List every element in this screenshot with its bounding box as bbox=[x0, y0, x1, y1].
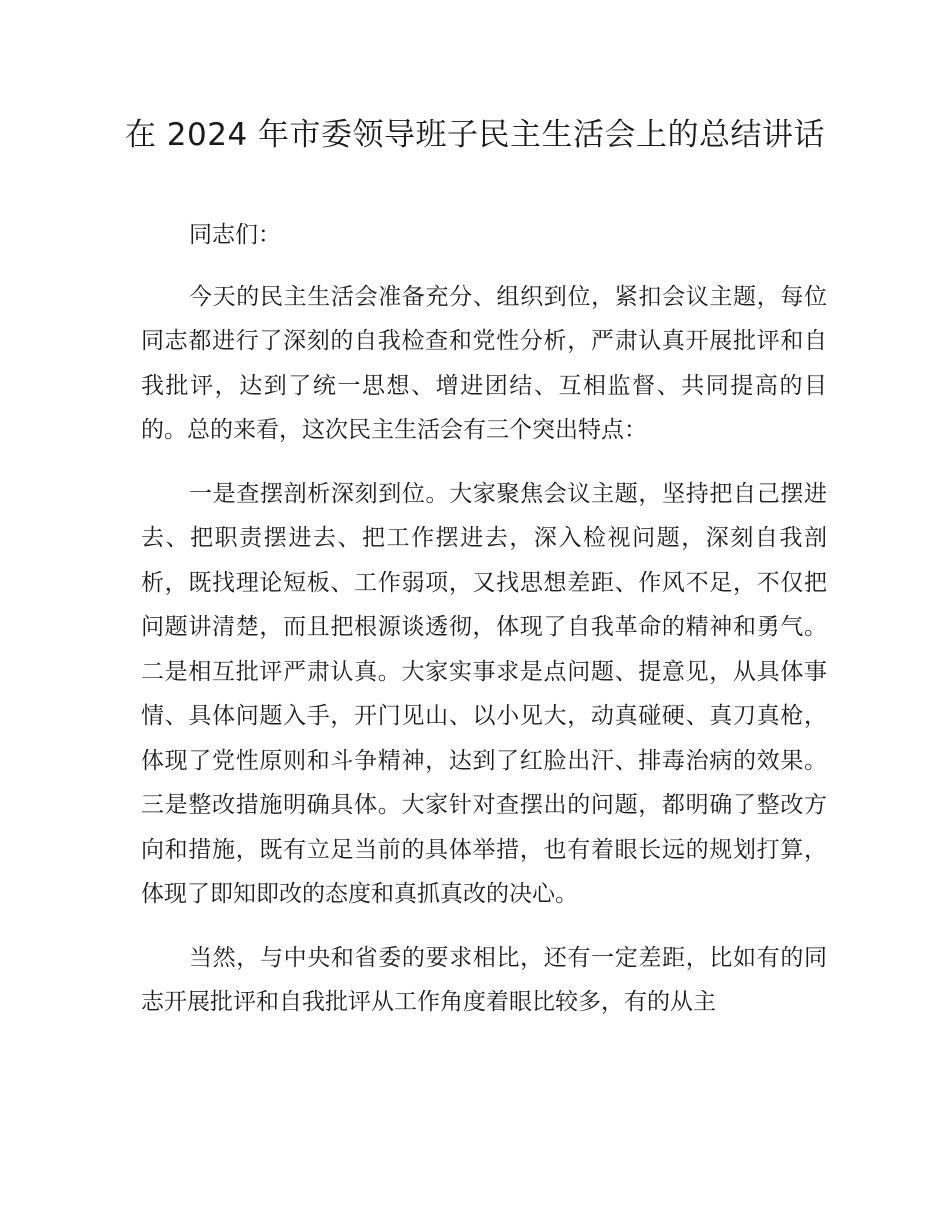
paragraph-shortcomings: 当然，与中央和省委的要求相比，还有一定差距，比如有的同志开展批评和自我批评从工作角度着眼比较多，有的从主 bbox=[141, 944, 827, 1015]
paragraph-opening: 今天的民主生活会准备充分、组织到位，紧扣会议主题，每位同志都进行了深刻的自我检查和党性分析，严肃认真开展批评和自我批评，达到了统一思想、增进团结、互相监督、共同提高的目的。总的来看，这次民主生活会有三个突出特点： bbox=[141, 283, 827, 443]
paragraph-features: 一是查摆剖析深刻到位。大家聚焦会议主题，坚持把自己摆进去、把职责摆进去、把工作摆进去，深入检视问题，深刻自我剖析，既找理论短板、工作弱项，又找思想差距、作风不足，不仅把问题讲清楚，而且把根源谈透彻，体现了自我革命的精神和勇气。二是相互批评严肃认真。大家实事求是点问题、提意见，从具体事情、具体问题入手，开门见山、以小见大，动真碰硬、真刀真枪，体现了党性原则和斗争精神，达到了红脸出汗、排毒治病的效果。三是整改措施明确具体。大家针对查摆出的问题，都明确了整改方向和措施，既有立足当前的具体举措，也有着眼长远的规划打算，体现了即知即改的态度和真抓真改的决心。 bbox=[141, 480, 827, 907]
document-body bbox=[141, 213, 827, 1044]
document-title: 在 2024 年市委领导班子民主生活会上的总结讲话 bbox=[124, 117, 826, 153]
salutation: 同志们： bbox=[189, 222, 281, 248]
